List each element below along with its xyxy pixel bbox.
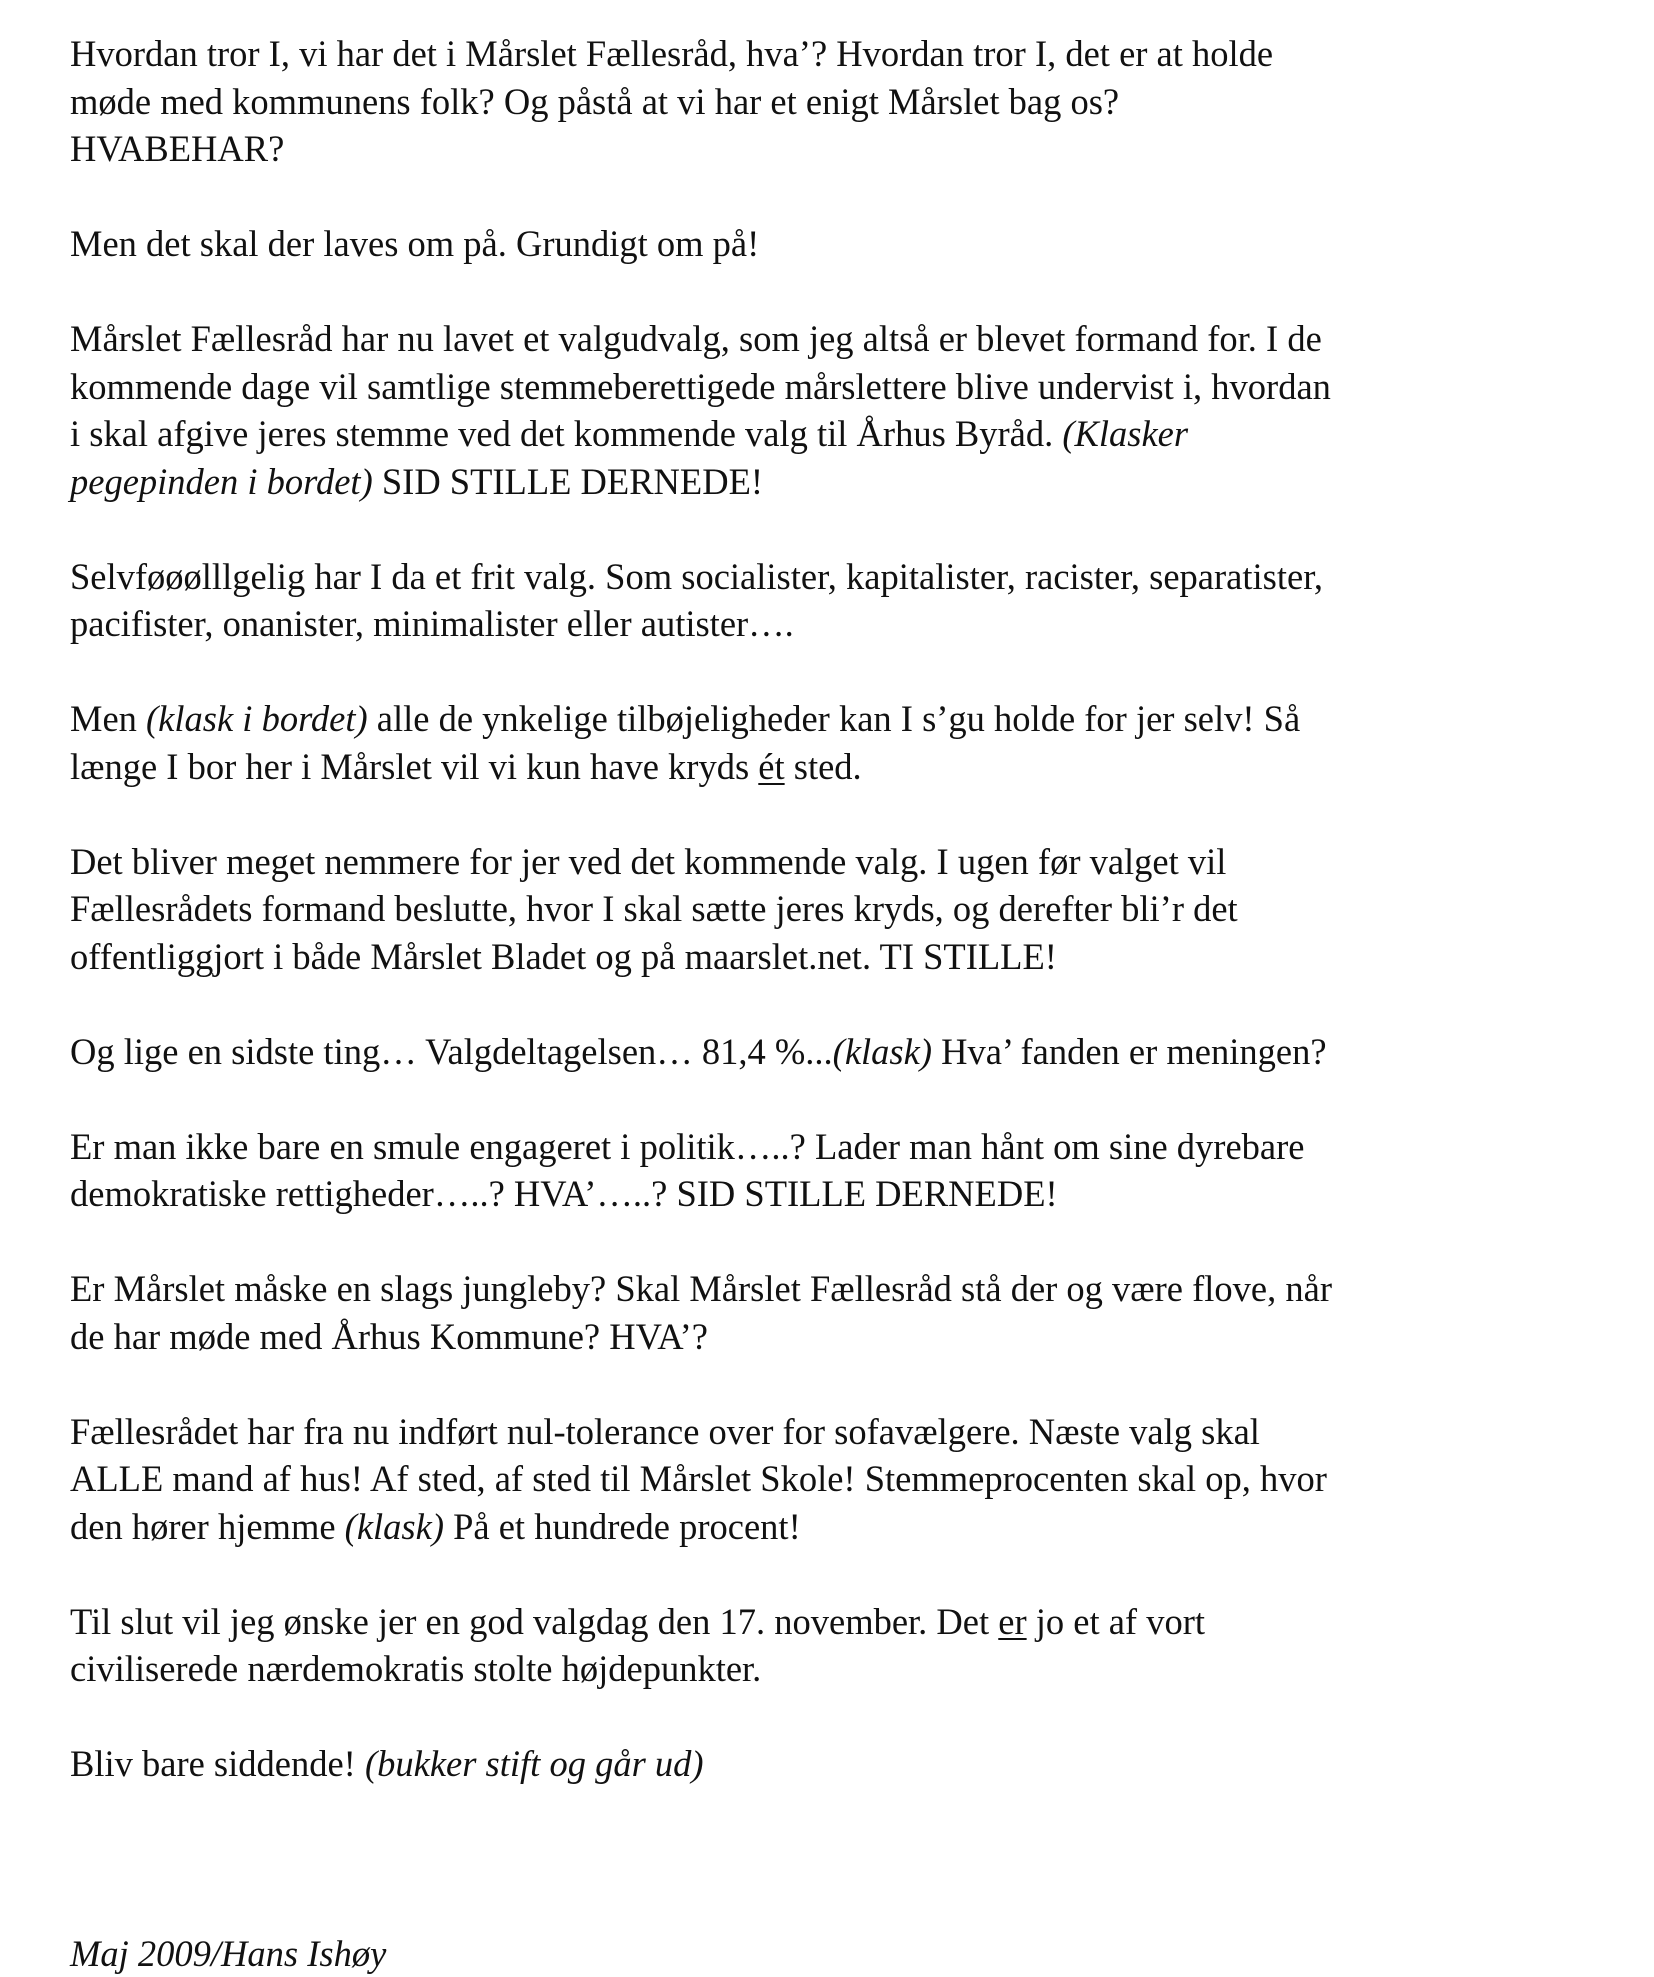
text-segment: offentliggjort i både Mårslet Bladet og på maarslet.net. TI STILLE!	[70, 936, 1057, 977]
text-line	[70, 125, 1610, 173]
text-segment: Hvordan tror I, vi har det i Mårslet Fællesråd, hva’? Hvordan tror I, det er at holde	[70, 33, 1273, 74]
paragraph-gap	[70, 648, 1610, 696]
paragraph	[70, 1598, 1610, 1693]
text-segment: de har møde med Århus Kommune? HVA’?	[70, 1316, 708, 1357]
text-segment: Det bliver meget nemmere for jer ved det kommende valg. I ugen før valget vil	[70, 841, 1226, 882]
paragraph-gap	[70, 1075, 1610, 1123]
stage-direction: (bukker stift og går ud)	[365, 1743, 704, 1784]
text-line	[70, 363, 1610, 411]
text-segment: Til slut vil jeg ønske jer en god valgdag den 17. november. Det	[70, 1601, 998, 1642]
text-segment: Fællesrådets formand beslutte, hvor I skal sætte jeres kryds, og derefter bli’r det	[70, 888, 1238, 929]
emphasis: ét	[758, 746, 784, 787]
text-line	[70, 838, 1610, 886]
stage-direction: (klask)	[833, 1031, 932, 1072]
signature	[70, 1930, 1610, 1977]
stage-direction: (Klasker	[1062, 413, 1188, 454]
text-line	[70, 1645, 1610, 1693]
text-line	[70, 410, 1610, 458]
spacer	[70, 1788, 1610, 1930]
text-segment: Men	[70, 698, 146, 739]
text-segment: pacifister, onanister, minimalister eller autister….	[70, 603, 794, 644]
text-segment: civiliserede nærdemokratis stolte højdepunkter.	[70, 1648, 761, 1689]
paragraph-gap	[70, 790, 1610, 838]
paragraph	[70, 1408, 1610, 1551]
text-line	[70, 1123, 1610, 1171]
text-line	[70, 1455, 1610, 1503]
text-segment: Men det skal der laves om på. Grundigt om på!	[70, 223, 759, 264]
text-line	[70, 78, 1610, 126]
text-segment: kommende dage vil samtlige stemmeberettigede mårslettere blive undervist i, hvordan	[70, 366, 1331, 407]
text-segment: På et hundrede procent!	[444, 1506, 801, 1547]
paragraph	[70, 695, 1610, 790]
text-line	[70, 458, 1610, 506]
paragraph	[70, 838, 1610, 981]
text-line	[70, 30, 1610, 78]
text-segment: jo et af vort	[1027, 1601, 1205, 1642]
paragraph	[70, 553, 1610, 648]
text-segment: HVABEHAR?	[70, 128, 284, 169]
stage-direction: (klask i bordet)	[146, 698, 368, 739]
paragraph	[70, 1265, 1610, 1360]
text-segment: Bliv bare siddende!	[70, 1743, 365, 1784]
speech-text	[70, 30, 1610, 1788]
paragraph	[70, 220, 1610, 268]
text-line	[70, 553, 1610, 601]
text-segment: længe I bor her i Mårslet vil vi kun have kryds	[70, 746, 758, 787]
paragraph-gap	[70, 1550, 1610, 1598]
text-line	[70, 933, 1610, 981]
paragraph-gap	[70, 1218, 1610, 1266]
text-segment: demokratiske rettigheder…..? HVA’…..? SID STILLE DERNEDE!	[70, 1173, 1058, 1214]
paragraph-gap	[70, 1360, 1610, 1408]
paragraph-gap	[70, 505, 1610, 553]
text-segment: Er Mårslet måske en slags jungleby? Skal Mårslet Fællesråd stå der og være flove, når	[70, 1268, 1332, 1309]
paragraph-gap	[70, 1693, 1610, 1741]
text-line	[70, 315, 1610, 363]
text-line	[70, 1408, 1610, 1456]
text-segment: den hører hjemme	[70, 1506, 345, 1547]
text-line	[70, 1598, 1610, 1646]
signature-text: Maj 2009/Hans Ishøy	[70, 1933, 386, 1974]
document-page	[70, 30, 1610, 1977]
text-segment: ALLE mand af hus! Af sted, af sted til Mårslet Skole! Stemmeprocenten skal op, hvor	[70, 1458, 1327, 1499]
paragraph	[70, 1028, 1610, 1076]
paragraph	[70, 1123, 1610, 1218]
text-segment: alle de ynkelige tilbøjeligheder kan I s’gu holde for jer selv! Så	[368, 698, 1300, 739]
paragraph-gap	[70, 268, 1610, 316]
text-segment: Mårslet Fællesråd har nu lavet et valgudvalg, som jeg altså er blevet formand for. I de	[70, 318, 1322, 359]
text-segment: i skal afgive jeres stemme ved det kommende valg til Århus Byråd.	[70, 413, 1062, 454]
text-line	[70, 1313, 1610, 1361]
text-line	[70, 220, 1610, 268]
emphasis: er	[998, 1601, 1026, 1642]
text-line	[70, 1170, 1610, 1218]
paragraph	[70, 1740, 1610, 1788]
paragraph-gap	[70, 173, 1610, 221]
paragraph	[70, 30, 1610, 173]
stage-direction: pegepinden i bordet)	[70, 461, 373, 502]
text-segment: Er man ikke bare en smule engageret i politik…..? Lader man hånt om sine dyrebare	[70, 1126, 1304, 1167]
text-segment: Selvføøølllgelig har I da et frit valg. Som socialister, kapitalister, racister, separatister,	[70, 556, 1323, 597]
text-line	[70, 885, 1610, 933]
text-line	[70, 1503, 1610, 1551]
text-line	[70, 1265, 1610, 1313]
text-line	[70, 743, 1610, 791]
text-line	[70, 1028, 1610, 1076]
text-segment: Hva’ fanden er meningen?	[932, 1031, 1327, 1072]
text-line	[70, 1740, 1610, 1788]
stage-direction: (klask)	[345, 1506, 444, 1547]
paragraph	[70, 315, 1610, 505]
text-segment: sted.	[785, 746, 862, 787]
text-line	[70, 600, 1610, 648]
text-segment: møde med kommunens folk? Og påstå at vi har et enigt Mårslet bag os?	[70, 81, 1119, 122]
text-segment: Fællesrådet har fra nu indført nul-tolerance over for sofavælgere. Næste valg skal	[70, 1411, 1260, 1452]
text-line	[70, 695, 1610, 743]
text-segment: SID STILLE DERNEDE!	[373, 461, 763, 502]
text-segment: Og lige en sidste ting… Valgdeltagelsen… 81,4 %...	[70, 1031, 833, 1072]
paragraph-gap	[70, 980, 1610, 1028]
